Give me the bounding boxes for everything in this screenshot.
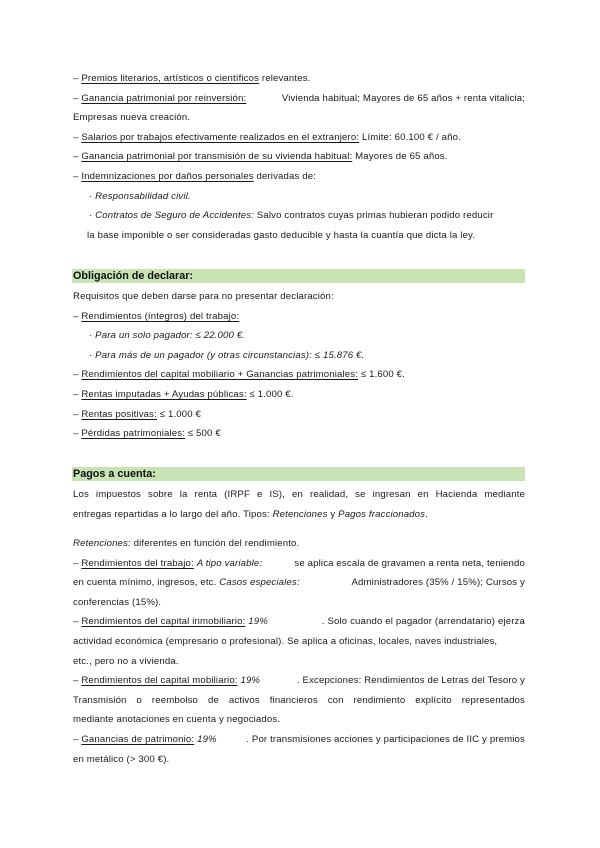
obligation-list — [73, 287, 525, 444]
line-text: . Por transmisiones acciones y participaciones de IIC y premios — [246, 733, 525, 745]
withholding-line: etc., pero no a vivienda. — [73, 655, 179, 667]
italic-term: · Contratos de Seguro de Accidentes: — [89, 210, 255, 222]
word: activos — [228, 694, 260, 706]
dash: – — [73, 408, 82, 420]
dash: – — [73, 557, 82, 569]
underlined-term: Rendimientos del trabajo: — [81, 557, 194, 569]
word: sobre — [148, 489, 173, 500]
underlined-term: Rendimientos (íntegros) del trabajo: — [81, 310, 240, 322]
underlined-term: Premios literarios, artísticos o científicos — [81, 73, 260, 84]
exemption-line — [73, 128, 525, 148]
dash: – — [73, 310, 82, 322]
italic-term: A tipo variable: — [196, 557, 263, 569]
word: impuestos — [95, 489, 141, 500]
dash: – — [73, 388, 82, 400]
exemption-line: Empresas nueva creación. — [73, 112, 191, 124]
underlined-term: Rentas imputadas + Ayudas públicas: — [81, 388, 247, 400]
line-left — [73, 730, 217, 750]
exemption-line — [73, 147, 525, 167]
underlined-term: Salarios por trabajos efectivamente realizados en el extranjero: — [81, 131, 360, 143]
underlined-term: Ganancias de patrimonio: — [81, 733, 195, 745]
requirement-subitem: · Para un solo pagador: ≤ 22.000 €. — [89, 330, 246, 342]
word: financieros — [269, 694, 318, 706]
word: renta — [194, 489, 218, 500]
line-text: diferentes en función del rendimiento. — [130, 538, 300, 549]
word: rendimiento — [353, 694, 406, 706]
line-text: ≤ 1.600 €. — [358, 369, 405, 381]
word: ingresan — [372, 489, 411, 500]
word: IS), — [269, 489, 285, 500]
word: mediante — [484, 489, 525, 500]
underlined-term: Indemnizaciones por daños personales — [81, 170, 254, 182]
section-heading-pagos: Pagos a cuenta: — [72, 467, 525, 481]
requirement-line — [73, 307, 525, 327]
word: realidad, — [309, 489, 349, 500]
dash: – — [73, 151, 82, 163]
line-text: ≤ 1.000 € — [156, 408, 202, 420]
line-text: Límite: 60.100 € / año. — [359, 131, 461, 143]
line-left — [73, 612, 268, 632]
exemption-line — [73, 89, 525, 109]
paragraph-line — [73, 534, 525, 554]
dash: – — [73, 675, 82, 687]
line-text: y — [327, 508, 339, 520]
justified-line — [73, 485, 525, 505]
line-left — [73, 573, 300, 593]
exemption-line — [73, 167, 525, 187]
dash: – — [73, 733, 82, 745]
dash: – — [73, 428, 82, 440]
exemption-subitem: la base imponible o ser consideradas gasto deducible y hasta la cuantía que dicta la ley. — [87, 229, 476, 241]
payments-intro — [73, 485, 525, 524]
withholding-line: mediante anotaciones en cuenta y negociados. — [73, 714, 281, 726]
word: en — [417, 489, 429, 500]
withholding-line: actividad económica (empresario o profesional). Se aplica a oficinas, locales, naves industriales, — [73, 635, 498, 647]
line-left — [73, 554, 262, 574]
word: con — [327, 694, 344, 706]
word: Transmisión — [73, 694, 127, 706]
exemption-line — [73, 69, 525, 89]
italic-term: Retenciones — [272, 508, 328, 520]
word: de — [207, 694, 219, 706]
line-text: relevantes. — [259, 73, 311, 84]
line-text: . Solo cuando el pagador (arrendatario) ejerza — [321, 616, 525, 628]
word: e — [256, 489, 263, 500]
requirement-line — [73, 365, 525, 385]
requirement-line — [73, 424, 525, 444]
line-text: . — [425, 508, 428, 520]
word: la — [179, 489, 188, 500]
line-left — [73, 89, 246, 109]
exemption-subitem: · Responsabilidad civil. — [89, 190, 191, 202]
underlined-term: Rentas positivas: — [81, 408, 157, 420]
italic-term: 19% — [240, 675, 261, 687]
italic-term: 19% — [248, 616, 268, 628]
dash: – — [73, 369, 82, 381]
word: reembolso — [151, 694, 199, 706]
word: en — [292, 489, 303, 500]
word: Los — [73, 489, 89, 500]
line-text: . Excepciones: Rendimientos de Letras del Tesoro y — [296, 675, 525, 687]
withholding-line — [73, 612, 525, 632]
dash: – — [73, 170, 82, 182]
section-heading-obligacion: Obligación de declarar: — [72, 269, 525, 283]
word: o — [136, 694, 142, 706]
dash: – — [73, 73, 82, 84]
underlined-term: Ganancia patrimonial por transmisión de su vivienda habitual: — [81, 151, 353, 163]
word: (IRPF — [224, 489, 250, 500]
line-text: Salvo contratos cuyas primas hubieran podido reducir — [254, 210, 494, 222]
paragraph-line — [73, 505, 525, 525]
dash: – — [73, 131, 82, 143]
dash: – — [73, 92, 82, 104]
line-text: Administradores (35% / 15%); Cursos y — [351, 577, 525, 589]
line-text: Mayores de 65 años. — [352, 151, 448, 163]
underlined-term: Rendimientos del capital mobiliario: — [81, 675, 238, 687]
italic-term: Retenciones: — [73, 538, 131, 549]
underlined-term: Pérdidas patrimoniales: — [81, 428, 186, 440]
underlined-term: Rendimientos del capital mobiliario + Ganancias patrimoniales: — [81, 369, 359, 381]
intro-text: Requisitos que deben darse para no presentar declaración: — [73, 291, 334, 302]
requirement-subitem: · Para más de un pagador (y otras circunstancias): ≤ 15.876 €. — [89, 349, 365, 361]
justified-line — [73, 691, 525, 711]
line-text: en cuenta mínimo, ingresos, etc. — [73, 577, 220, 589]
withholdings-list — [73, 534, 525, 769]
withholding-line — [73, 671, 525, 691]
word: representados — [461, 694, 525, 706]
line-text: se aplica escala de gravamen a renta neta, teniendo — [294, 557, 525, 569]
requirement-line — [73, 405, 525, 425]
exemption-subitem — [73, 206, 525, 226]
line-text: derivadas de: — [253, 170, 317, 182]
word: Hacienda — [435, 489, 478, 500]
line-left — [73, 671, 260, 691]
requirement-line — [73, 385, 525, 405]
exemptions-list — [73, 69, 525, 245]
line-text: entregas repartidas a lo largo del año. Tipos: — [73, 508, 273, 520]
word: se — [355, 489, 366, 500]
withholding-line: conferencias (15%). — [73, 596, 162, 608]
italic-term: Pagos fraccionados — [338, 508, 426, 520]
withholding-line: en metálico (> 300 €). — [73, 753, 170, 765]
underlined-term: Ganancia patrimonial por reinversión: — [81, 92, 247, 104]
underlined-term: Rendimientos del capital inmobiliario: — [81, 616, 246, 628]
line-text: Vivienda habitual; Mayores de 65 años + renta vitalicia; — [281, 92, 525, 104]
withholding-line — [73, 730, 525, 750]
withholding-line — [73, 554, 525, 574]
line-text: ≤ 500 € — [185, 428, 221, 440]
italic-term: Casos especiales: — [219, 577, 300, 589]
dash: – — [73, 616, 82, 628]
line-text: ≤ 1.000 €. — [246, 388, 294, 400]
withholding-line — [73, 573, 525, 593]
word: explícito — [415, 694, 452, 706]
italic-term: 19% — [197, 733, 217, 745]
